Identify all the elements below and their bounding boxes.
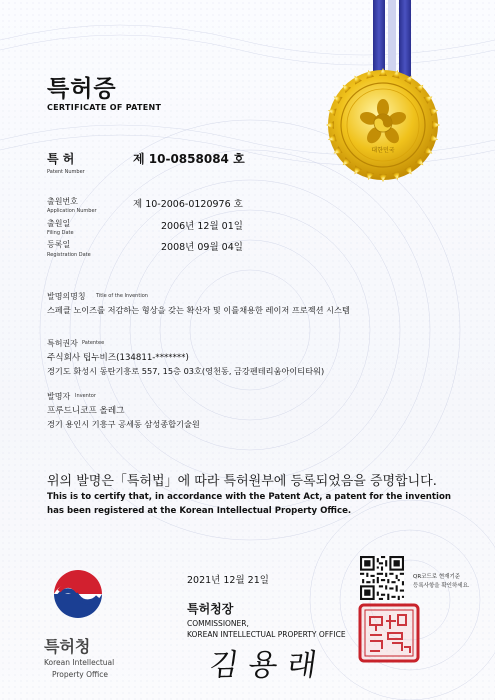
patent-number: 제 10-0858084 호 xyxy=(133,152,245,166)
commissioner-title-en-1: COMMISSIONER, xyxy=(187,619,249,628)
filing-label-en: Filing Date xyxy=(47,230,74,236)
office-name-ko: 특허청 xyxy=(44,637,91,656)
seal-inscription: 대한민국 xyxy=(371,147,395,154)
commissioner-title: 특허청장 xyxy=(187,602,234,616)
application-number: 제 10-2006-0120976 호 xyxy=(133,199,243,210)
invention-title: 스페클 노이즈를 저감하는 형상을 갖는 확산자 및 이를채용한 레이저 프로젝션 시스템 xyxy=(47,305,350,315)
certificate-title: 특허증 xyxy=(47,76,117,102)
patentee-label-en: Patentee xyxy=(82,340,105,346)
certification-statement-ko: 위의 발명은「특허법」에 따라 특허원부에 등록되었음을 증명합니다. xyxy=(47,474,437,489)
patentee-name: 주식회사 팁누비즈(134811-*******) xyxy=(47,353,189,363)
inventor-label: 발명자 xyxy=(47,392,71,401)
patent-label: 특 허 xyxy=(47,152,75,166)
registration-label-en: Registration Date xyxy=(47,252,91,258)
office-name-en-1: Korean Intellectual xyxy=(44,658,115,667)
patentee-label: 특허권자 xyxy=(47,339,78,348)
commissioner-signature: 김용래 xyxy=(207,648,329,683)
inventor-name: 프루드니코프 올레그 xyxy=(47,406,125,416)
application-label-en: Application Number xyxy=(47,208,97,214)
registration-label: 등록일 xyxy=(47,240,71,249)
inventor-address: 경기 용인시 기흥구 공세동 삼성종합기술원 xyxy=(47,419,200,429)
office-name-en-2: Property Office xyxy=(52,670,109,679)
patent-label-en: Patent Number xyxy=(47,169,85,175)
national-emblem-seal xyxy=(326,68,440,182)
patentee-address: 경기도 화성시 동탄기흥로 557, 15층 03호(영천동, 금강펜테리움아이티타워) xyxy=(47,366,325,376)
filing-label: 출원일 xyxy=(47,219,71,228)
registration-date: 2008년 09월 04일 xyxy=(161,242,243,253)
inventor-label-en: Inventor xyxy=(75,393,96,399)
issue-date: 2021년 12월 21일 xyxy=(187,575,269,586)
kipo-logo-icon xyxy=(53,569,103,619)
qr-caption-1: QR코드로 현재기준 xyxy=(413,574,461,580)
filing-date: 2006년 12월 01일 xyxy=(161,221,243,232)
certificate-title-en: CERTIFICATE OF PATENT xyxy=(47,103,162,112)
qr-code[interactable] xyxy=(360,556,404,600)
official-stamp xyxy=(358,603,420,663)
invention-label: 발명의명칭 xyxy=(47,292,86,301)
invention-label-en: Title of the Invention xyxy=(96,293,148,299)
application-label: 출원번호 xyxy=(47,197,78,206)
commissioner-title-en-2: KOREAN INTELLECTUAL PROPERTY OFFICE xyxy=(187,630,346,639)
certification-statement-en-1: This is to certify that, in accordance with the Patent Act, a patent for the invention xyxy=(47,492,451,502)
certification-statement-en-2: has been registered at the Korean Intellectual Property Office. xyxy=(47,506,352,516)
qr-caption-2: 등록사항을 확인하세요. xyxy=(413,583,470,589)
